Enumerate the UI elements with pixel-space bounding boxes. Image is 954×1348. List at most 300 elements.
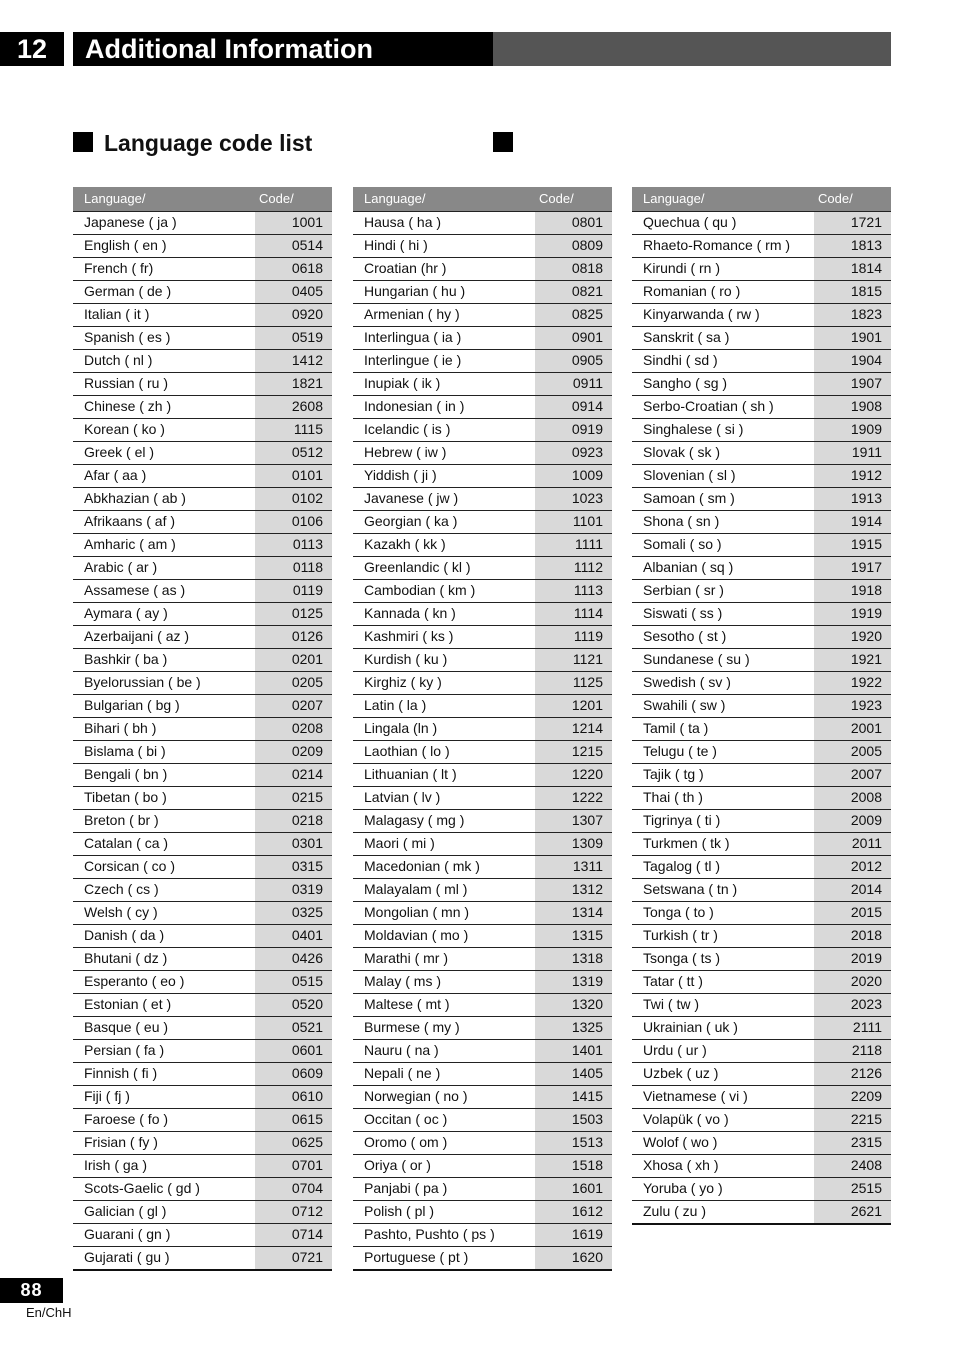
- language-name: Maltese ( mt ): [364, 996, 450, 1012]
- table-row: [73, 603, 332, 626]
- language-name: Urdu ( ur ): [643, 1042, 707, 1058]
- language-name: Kannada ( kn ): [364, 605, 456, 621]
- table-row: [73, 1109, 332, 1132]
- language-code: 0615: [255, 1109, 332, 1131]
- language-code: 1201: [535, 695, 612, 717]
- header-language: Language/: [84, 191, 146, 206]
- table-row: [73, 1086, 332, 1109]
- table-row: [632, 1063, 891, 1086]
- language-name: Irish ( ga ): [84, 1157, 148, 1173]
- language-name: Wolof ( wo ): [643, 1134, 718, 1150]
- table-row: [353, 235, 612, 258]
- language-code: 2126: [814, 1063, 891, 1085]
- table-row: [353, 925, 612, 948]
- table-row: [73, 1040, 332, 1063]
- language-code: 0514: [255, 235, 332, 257]
- language-name: Norwegian ( no ): [364, 1088, 468, 1104]
- language-code: 0519: [255, 327, 332, 349]
- language-name: Inupiak ( ik ): [364, 375, 441, 391]
- language-name: Nepali ( ne ): [364, 1065, 441, 1081]
- language-name: Kazakh ( kk ): [364, 536, 446, 552]
- language-name: Bislama ( bi ): [84, 743, 166, 759]
- chapter-title: Additional Information: [73, 32, 493, 66]
- table-row: [353, 1040, 612, 1063]
- table-row: [353, 948, 612, 971]
- language-name: Cambodian ( km ): [364, 582, 476, 598]
- language-name: Bihari ( bh ): [84, 720, 157, 736]
- table-rows: [632, 212, 891, 1225]
- language-code: 0901: [535, 327, 612, 349]
- table-row: [353, 1109, 612, 1132]
- table-row: [73, 1224, 332, 1247]
- page-number: 88: [0, 1278, 63, 1303]
- table-row: [73, 649, 332, 672]
- language-name: Latvian ( lv ): [364, 789, 441, 805]
- language-code: 1125: [535, 672, 612, 694]
- language-name: Albanian ( sq ): [643, 559, 734, 575]
- language-code: 2621: [814, 1201, 891, 1223]
- table-row: [73, 488, 332, 511]
- language-code: 2608: [255, 396, 332, 418]
- language-code: 1309: [535, 833, 612, 855]
- language-code: 0106: [255, 511, 332, 533]
- language-name: Persian ( fa ): [84, 1042, 165, 1058]
- table-row: [353, 534, 612, 557]
- language-name: Russian ( ru ): [84, 375, 169, 391]
- table-row: [73, 465, 332, 488]
- language-code: 0301: [255, 833, 332, 855]
- language-code: 1401: [535, 1040, 612, 1062]
- table-row: [73, 373, 332, 396]
- language-name: Lithuanian ( lt ): [364, 766, 457, 782]
- language-name: Somali ( so ): [643, 536, 722, 552]
- language-name: Icelandic ( is ): [364, 421, 451, 437]
- language-name: Estonian ( et ): [84, 996, 172, 1012]
- table-row: [73, 235, 332, 258]
- language-code: 0401: [255, 925, 332, 947]
- language-name: Volapük ( vo ): [643, 1111, 729, 1127]
- language-name: Sanskrit ( sa ): [643, 329, 730, 345]
- language-name: Lingala (ln ): [364, 720, 438, 736]
- language-code: 1119: [535, 626, 612, 648]
- table-row: [632, 971, 891, 994]
- language-code: 2215: [814, 1109, 891, 1131]
- table-row: [353, 396, 612, 419]
- language-name: Afar ( aa ): [84, 467, 147, 483]
- language-code: 0113: [255, 534, 332, 556]
- language-name: Swedish ( sv ): [643, 674, 731, 690]
- language-name: Kurdish ( ku ): [364, 651, 448, 667]
- language-code: 1914: [814, 511, 891, 533]
- table-row: [353, 258, 612, 281]
- table-row: [632, 1086, 891, 1109]
- language-name: Javanese ( jw ): [364, 490, 459, 506]
- language-code: 1220: [535, 764, 612, 786]
- language-name: Afrikaans ( af ): [84, 513, 176, 529]
- language-code: 0701: [255, 1155, 332, 1177]
- table-row: [73, 1063, 332, 1086]
- language-code: 2023: [814, 994, 891, 1016]
- language-name: Latin ( la ): [364, 697, 427, 713]
- table-row: [73, 534, 332, 557]
- language-code: 1619: [535, 1224, 612, 1246]
- table-row: [73, 787, 332, 810]
- table-row: [73, 718, 332, 741]
- page-language-tag: En/ChH: [26, 1305, 72, 1320]
- language-name: Assamese ( as ): [84, 582, 186, 598]
- table-row: [632, 373, 891, 396]
- language-code: 1023: [535, 488, 612, 510]
- language-code: 0704: [255, 1178, 332, 1200]
- language-name: Singhalese ( si ): [643, 421, 744, 437]
- table-row: [353, 856, 612, 879]
- table-row: [73, 1247, 332, 1271]
- language-name: Greenlandic ( kl ): [364, 559, 471, 575]
- language-code: 1111: [535, 534, 612, 556]
- language-code: 1503: [535, 1109, 612, 1131]
- language-name: Indonesian ( in ): [364, 398, 465, 414]
- table-row: [632, 1132, 891, 1155]
- language-code: 1319: [535, 971, 612, 993]
- table-row: [353, 1178, 612, 1201]
- language-code: 0809: [535, 235, 612, 257]
- language-name: Hungarian ( hu ): [364, 283, 466, 299]
- table-row: [73, 1132, 332, 1155]
- language-code: 2315: [814, 1132, 891, 1154]
- language-name: Breton ( br ): [84, 812, 159, 828]
- language-name: Bulgarian ( bg ): [84, 697, 180, 713]
- language-code: 1222: [535, 787, 612, 809]
- table-row: [73, 856, 332, 879]
- language-name: Aymara ( ay ): [84, 605, 168, 621]
- table-row: [632, 718, 891, 741]
- table-row: [632, 304, 891, 327]
- table-row: [632, 994, 891, 1017]
- language-name: Amharic ( am ): [84, 536, 176, 552]
- language-table-column-2: [353, 187, 612, 1271]
- table-row: [353, 350, 612, 373]
- language-name: Hindi ( hi ): [364, 237, 428, 253]
- language-code: 1009: [535, 465, 612, 487]
- table-row: [632, 557, 891, 580]
- table-row: [353, 764, 612, 787]
- language-name: Moldavian ( mo ): [364, 927, 469, 943]
- language-name: Greek ( el ): [84, 444, 155, 460]
- language-name: Oriya ( or ): [364, 1157, 431, 1173]
- language-name: Siswati ( ss ): [643, 605, 723, 621]
- language-name: Vietnamese ( vi ): [643, 1088, 748, 1104]
- language-name: Slovenian ( sl ): [643, 467, 736, 483]
- table-row: [73, 626, 332, 649]
- language-name: Marathi ( mr ): [364, 950, 448, 966]
- table-row: [353, 488, 612, 511]
- language-name: Korean ( ko ): [84, 421, 165, 437]
- language-code: 0601: [255, 1040, 332, 1062]
- language-code: 0319: [255, 879, 332, 901]
- language-code: 1112: [535, 557, 612, 579]
- table-header: [73, 187, 332, 212]
- table-row: [632, 833, 891, 856]
- table-row: [73, 764, 332, 787]
- language-code: 1215: [535, 741, 612, 763]
- language-name: Quechua ( qu ): [643, 214, 737, 230]
- table-row: [632, 419, 891, 442]
- table-row: [632, 281, 891, 304]
- language-name: Burmese ( my ): [364, 1019, 460, 1035]
- table-row: [632, 1201, 891, 1225]
- table-row: [632, 672, 891, 695]
- table-row: [73, 879, 332, 902]
- table-row: [73, 833, 332, 856]
- table-row: [353, 1017, 612, 1040]
- language-code: 1315: [535, 925, 612, 947]
- language-code: 1513: [535, 1132, 612, 1154]
- language-code: 0521: [255, 1017, 332, 1039]
- table-row: [632, 879, 891, 902]
- language-name: Mongolian ( mn ): [364, 904, 470, 920]
- table-row: [73, 925, 332, 948]
- language-name: Tamil ( ta ): [643, 720, 709, 736]
- language-code: 0214: [255, 764, 332, 786]
- language-name: Frisian ( fy ): [84, 1134, 158, 1150]
- table-row: [632, 1178, 891, 1201]
- language-name: German ( de ): [84, 283, 172, 299]
- language-name: Welsh ( cy ): [84, 904, 158, 920]
- language-code: 1918: [814, 580, 891, 602]
- language-code: 1904: [814, 350, 891, 372]
- language-name: Faroese ( fo ): [84, 1111, 169, 1127]
- language-name: Tibetan ( bo ): [84, 789, 167, 805]
- table-row: [353, 373, 612, 396]
- table-row: [353, 741, 612, 764]
- language-name: Kinyarwanda ( rw ): [643, 306, 760, 322]
- table-row: [73, 994, 332, 1017]
- table-row: [73, 327, 332, 350]
- language-code: 2018: [814, 925, 891, 947]
- language-code: 1907: [814, 373, 891, 395]
- table-row: [632, 235, 891, 258]
- table-row: [353, 695, 612, 718]
- language-code: 1320: [535, 994, 612, 1016]
- header-language: Language/: [364, 191, 426, 206]
- language-name: Arabic ( ar ): [84, 559, 158, 575]
- language-name: Tigrinya ( ti ): [643, 812, 721, 828]
- table-rows: [353, 212, 612, 1271]
- language-code: 0102: [255, 488, 332, 510]
- table-row: [73, 695, 332, 718]
- language-name: Finnish ( fi ): [84, 1065, 158, 1081]
- language-name: Tajik ( tg ): [643, 766, 704, 782]
- language-code: 0325: [255, 902, 332, 924]
- language-code: 2015: [814, 902, 891, 924]
- language-code: 0609: [255, 1063, 332, 1085]
- language-code: 1405: [535, 1063, 612, 1085]
- language-code: 2005: [814, 741, 891, 763]
- table-row: [73, 580, 332, 603]
- table-row: [73, 258, 332, 281]
- language-code: 0512: [255, 442, 332, 464]
- table-row: [353, 442, 612, 465]
- language-table-column-1: [73, 187, 332, 1271]
- table-header: [353, 187, 612, 212]
- table-row: [73, 971, 332, 994]
- language-code: 0920: [255, 304, 332, 326]
- language-name: Swahili ( sw ): [643, 697, 726, 713]
- table-row: [353, 1247, 612, 1271]
- language-name: Gujarati ( gu ): [84, 1249, 170, 1265]
- table-row: [353, 902, 612, 925]
- table-row: [73, 741, 332, 764]
- language-code: 0520: [255, 994, 332, 1016]
- language-code: 1325: [535, 1017, 612, 1039]
- language-code: 0610: [255, 1086, 332, 1108]
- header-code: Code/: [539, 191, 574, 206]
- table-row: [632, 442, 891, 465]
- language-code: 1311: [535, 856, 612, 878]
- language-name: Catalan ( ca ): [84, 835, 169, 851]
- language-name: Scots-Gaelic ( gd ): [84, 1180, 200, 1196]
- language-code: 0315: [255, 856, 332, 878]
- language-name: Tatar ( tt ): [643, 973, 703, 989]
- language-name: Tonga ( to ): [643, 904, 714, 920]
- language-code: 1214: [535, 718, 612, 740]
- table-row: [632, 925, 891, 948]
- header-band: [493, 32, 891, 66]
- language-name: Corsican ( co ): [84, 858, 176, 874]
- language-code: 1721: [814, 212, 891, 234]
- language-name: Nauru ( na ): [364, 1042, 439, 1058]
- language-name: Occitan ( oc ): [364, 1111, 448, 1127]
- language-name: Esperanto ( eo ): [84, 973, 185, 989]
- table-row: [353, 787, 612, 810]
- language-code: 0101: [255, 465, 332, 487]
- language-name: Serbian ( sr ): [643, 582, 724, 598]
- table-row: [632, 327, 891, 350]
- language-name: Malagasy ( mg ): [364, 812, 465, 828]
- language-code: 1518: [535, 1155, 612, 1177]
- table-row: [632, 488, 891, 511]
- table-row: [353, 994, 612, 1017]
- table-row: [353, 511, 612, 534]
- language-code: 0118: [255, 557, 332, 579]
- table-row: [632, 948, 891, 971]
- language-name: Slovak ( sk ): [643, 444, 721, 460]
- language-name: Telugu ( te ): [643, 743, 717, 759]
- table-row: [353, 1155, 612, 1178]
- header-code: Code/: [259, 191, 294, 206]
- language-table-column-3: [632, 187, 891, 1225]
- language-code: 2408: [814, 1155, 891, 1177]
- table-row: [353, 1063, 612, 1086]
- language-code: 1121: [535, 649, 612, 671]
- language-name: Twi ( tw ): [643, 996, 699, 1012]
- chapter-number: 12: [0, 32, 64, 66]
- language-code: 0126: [255, 626, 332, 648]
- language-name: Armenian ( hy ): [364, 306, 460, 322]
- table-row: [632, 1017, 891, 1040]
- language-code: 0712: [255, 1201, 332, 1223]
- language-code: 1101: [535, 511, 612, 533]
- table-row: [73, 1155, 332, 1178]
- language-code: 0119: [255, 580, 332, 602]
- table-header: [632, 187, 891, 212]
- language-code: 0426: [255, 948, 332, 970]
- language-code: 1920: [814, 626, 891, 648]
- language-code: 0914: [535, 396, 612, 418]
- language-name: Turkmen ( tk ): [643, 835, 730, 851]
- table-row: [353, 1086, 612, 1109]
- table-row: [353, 327, 612, 350]
- language-name: Spanish ( es ): [84, 329, 171, 345]
- table-row: [73, 281, 332, 304]
- language-name: French ( fr): [84, 260, 154, 276]
- table-row: [632, 695, 891, 718]
- table-row: [353, 557, 612, 580]
- language-code: 0618: [255, 258, 332, 280]
- language-name: Samoan ( sm ): [643, 490, 735, 506]
- table-row: [632, 741, 891, 764]
- language-name: Basque ( eu ): [84, 1019, 169, 1035]
- language-code: 1913: [814, 488, 891, 510]
- language-code: 1415: [535, 1086, 612, 1108]
- language-name: Ukrainian ( uk ): [643, 1019, 738, 1035]
- language-name: Malay ( ms ): [364, 973, 441, 989]
- table-row: [73, 350, 332, 373]
- table-row: [353, 718, 612, 741]
- table-row: [353, 580, 612, 603]
- language-code: 0205: [255, 672, 332, 694]
- language-name: Kashmiri ( ks ): [364, 628, 454, 644]
- language-name: Georgian ( ka ): [364, 513, 458, 529]
- language-code: 1815: [814, 281, 891, 303]
- language-code: 0905: [535, 350, 612, 372]
- language-code: 0207: [255, 695, 332, 717]
- table-row: [353, 1201, 612, 1224]
- table-row: [353, 212, 612, 235]
- language-code: 1917: [814, 557, 891, 579]
- table-row: [632, 1109, 891, 1132]
- language-name: Setswana ( tn ): [643, 881, 738, 897]
- language-code: 0714: [255, 1224, 332, 1246]
- table-row: [632, 787, 891, 810]
- language-name: Japanese ( ja ): [84, 214, 177, 230]
- language-name: Hausa ( ha ): [364, 214, 442, 230]
- table-row: [73, 212, 332, 235]
- language-code: 1314: [535, 902, 612, 924]
- language-name: Fiji ( fj ): [84, 1088, 130, 1104]
- table-row: [353, 304, 612, 327]
- language-code: 2209: [814, 1086, 891, 1108]
- language-code: 1620: [535, 1247, 612, 1269]
- table-row: [73, 948, 332, 971]
- language-name: Byelorussian ( be ): [84, 674, 201, 690]
- table-row: [353, 833, 612, 856]
- language-code: 2118: [814, 1040, 891, 1062]
- language-code: 0821: [535, 281, 612, 303]
- language-name: Oromo ( om ): [364, 1134, 448, 1150]
- language-name: Tsonga ( ts ): [643, 950, 721, 966]
- language-name: Bengali ( bn ): [84, 766, 168, 782]
- language-code: 0818: [535, 258, 612, 280]
- table-row: [632, 580, 891, 603]
- language-code: 2001: [814, 718, 891, 740]
- language-code: 2019: [814, 948, 891, 970]
- table-row: [632, 810, 891, 833]
- table-row: [353, 879, 612, 902]
- language-name: Galician ( gl ): [84, 1203, 167, 1219]
- language-code: 1922: [814, 672, 891, 694]
- table-row: [353, 971, 612, 994]
